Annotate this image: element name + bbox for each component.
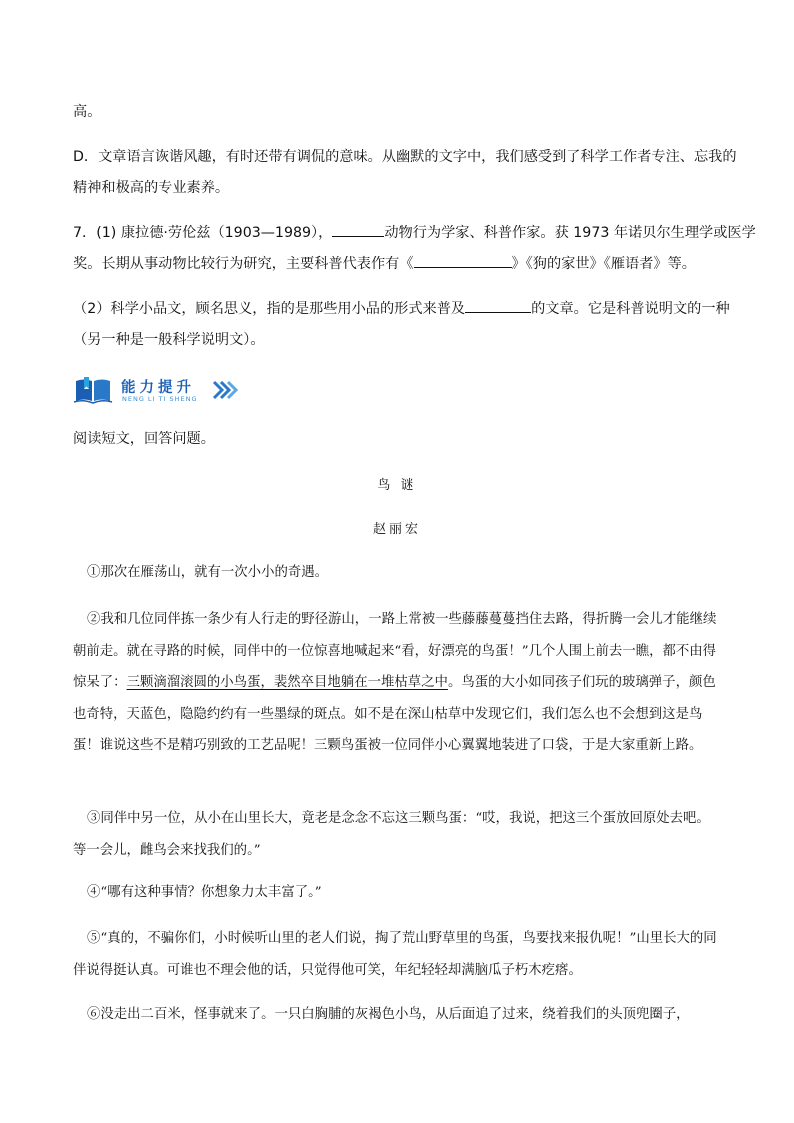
- q7-text-a: 7．(1) 康拉德·劳伦兹（1903—1989），: [73, 225, 333, 241]
- story-paragraph-6: ⑥没走出二百米，怪事就来了。一只白胸脯的灰褐色小鸟，从后面追了过来，绕着我们的头顶兜圈子，: [87, 1007, 690, 1022]
- story-paragraph-4: ④“哪有这种事情？你想象力太丰富了。”: [87, 885, 322, 900]
- story-paragraph-1: ①那次在雁荡山，就有一次小小的奇遇。: [87, 565, 329, 580]
- q7-text-b: 动物行为学家、科普作家。获 1973 年诺贝尔生理学或医学: [384, 225, 756, 241]
- story-author: 赵丽宏: [372, 522, 421, 537]
- q7-blank-nationality[interactable]: [332, 224, 384, 237]
- q7-text-f: 的文章。它是科普说明文的一种: [531, 301, 730, 317]
- underlined-sentence: 三颗滴溜滚圆的小鸟蛋，裴然卒目地躺在一堆枯草之中: [126, 675, 448, 690]
- question-7-part-1: [73, 218, 756, 280]
- section-title: 能力提升: [121, 380, 195, 396]
- instruction: 阅读短文，回答问题。: [73, 431, 215, 447]
- story-title: 鸟 谜: [377, 478, 417, 493]
- question-7-part-2: [73, 294, 730, 356]
- q7-text-e: （2）科学小品文，顾名思义，指的是那些用小品的形式来普及: [73, 301, 466, 317]
- prev-line-end: 高。: [73, 104, 102, 120]
- story-paragraph-3: ③同伴中另一位，从小在山里长大，竟老是念念不忘这三颗鸟蛋：“哎，我说，把这三个蛋放回原处去吧。等一会儿，雌鸟会来找我们的。”: [73, 811, 710, 858]
- option-d: [73, 142, 737, 204]
- section-subtitle: NENG LI TI SHENG: [122, 395, 198, 403]
- story-paragraph-2: [73, 604, 723, 762]
- double-chevron-right-icon: [211, 379, 239, 401]
- q7-text-g: （另一种是一般科学说明文）。: [73, 332, 265, 348]
- story-paragraph-5: ⑤“真的，不骗你们，小时候听山里的老人们说，掏了荒山野草里的鸟蛋，鸟要找来报仇呢！”山里长大的同伴说得挺认真。可谁也不理会他的话，只觉得他可笑，年纪轻轻却满脑瓜子朽木疙瘩。: [73, 931, 717, 978]
- q7-blank-book-title[interactable]: [414, 255, 512, 268]
- q7-text-c: 奖。长期从事动物比较行为研究，主要科普代表作有《: [73, 256, 414, 272]
- section-banner: [73, 375, 243, 405]
- q7-blank-science[interactable]: [465, 300, 531, 313]
- option-d-line1: D．文章语言诙谐风趣，有时还带有调侃的意味。从幽默的文字中，我们感受到了科学工作者专注、忘我的: [73, 149, 737, 165]
- paragraph-2-text-a: ②我和几位同伴拣一条少有人行走的野径游山，一路上常被一些藤藤蔓蔓挡住去路，得折腾一会儿才能继续朝前走。就在寻路的时候，同伴中的一位惊喜地喊起来“看，好漂亮的鸟蛋！”几个人围上前去一瞧，都不由得惊呆了：: [73, 612, 717, 690]
- q7-text-d: 》《狗的家世》《雁语者》等。: [511, 256, 696, 272]
- paragraph-2-text-b: 。鸟蛋的大小如同孩子们玩的玻璃弹子，颜色也奇特，天蓝色，隐隐约约有一些墨绿的斑点。如不是在深山枯草中发现它们，我们怎么也不会想到这是鸟蛋！谁说这些不是精巧别致的工艺品呢！三颗鸟蛋被一位同伴小心翼翼地装进了口袋，于是大家重新上路。: [73, 675, 716, 753]
- option-d-line2: 精神和极高的专业素养。: [73, 180, 230, 196]
- open-book-icon: [73, 375, 113, 405]
